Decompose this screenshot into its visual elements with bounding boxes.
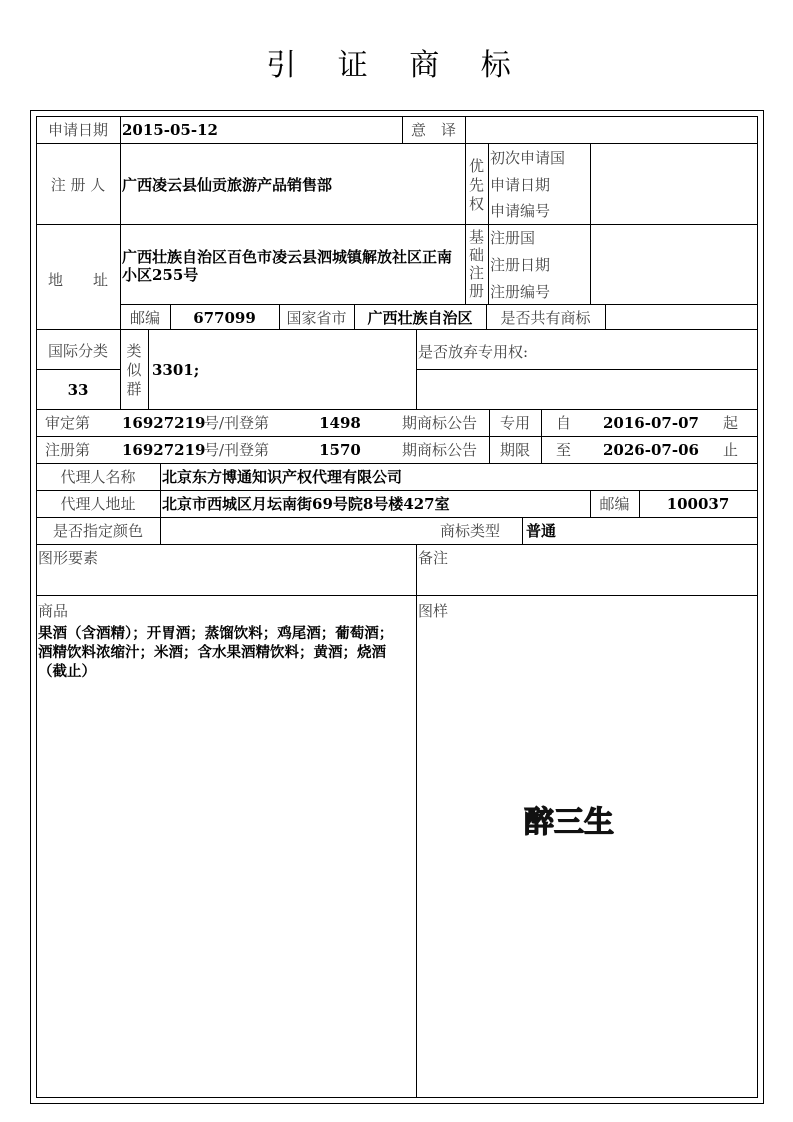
- examine-issue-value: 1498: [319, 414, 361, 432]
- basic-number-label: 注册编号: [490, 283, 551, 301]
- shared-mark-label: 是否共有商标: [500, 309, 591, 327]
- col-divider: [590, 144, 591, 305]
- postcode-label: 邮编: [129, 309, 160, 327]
- reg-no-value: 16927219: [122, 441, 206, 459]
- col-divider: [522, 518, 523, 545]
- row-divider: [36, 517, 757, 518]
- row-divider: [36, 544, 757, 545]
- basic-registration-label: 基 础 注 册: [468, 228, 484, 300]
- from-label: 自: [556, 414, 572, 432]
- reg-issue-value: 1570: [319, 441, 361, 459]
- agent-postcode-label: 邮编: [599, 495, 630, 513]
- postcode-value: 677099: [193, 309, 256, 327]
- col-divider: [541, 410, 542, 464]
- col-divider: [416, 330, 417, 410]
- goods-label: 商品: [38, 602, 69, 620]
- row-divider: [36, 490, 757, 491]
- province-value: 广西壮族自治区: [367, 309, 473, 327]
- registrant-value: 广西凌云县仙贡旅游产品销售部: [122, 176, 333, 194]
- figure-elements-label: 图形要素: [38, 549, 99, 567]
- row-divider: [36, 463, 757, 464]
- mark-type-value: 普通: [526, 522, 557, 540]
- examine-issue-label: 号/刊登第: [204, 414, 270, 432]
- col-divider: [160, 464, 161, 545]
- exclusive-end-value: 2026-07-06: [603, 441, 699, 459]
- row-divider: [36, 143, 757, 144]
- registrant-label: 注 册 人: [50, 176, 106, 194]
- meaning-label: 意 译: [410, 121, 456, 139]
- col-divider: [605, 304, 606, 330]
- trademark-text: 醉三生: [524, 805, 614, 840]
- color-label: 是否指定颜色: [52, 522, 143, 540]
- similar-group-label: 类 似 群: [126, 342, 142, 398]
- address-label: 地 址: [47, 271, 108, 289]
- agent-name-label: 代理人名称: [60, 468, 136, 486]
- col-divider: [488, 144, 489, 305]
- start-label: 起: [723, 414, 739, 432]
- end-label: 止: [723, 441, 739, 459]
- to-label: 至: [556, 441, 572, 459]
- examine-gazette-label: 期商标公告: [402, 414, 478, 432]
- col-divider: [416, 545, 417, 1098]
- row-divider: [36, 369, 121, 370]
- disclaim-label: 是否放弃专用权:: [418, 343, 529, 361]
- sample-label: 图样: [418, 602, 449, 620]
- row-divider: [416, 369, 757, 370]
- agent-name-value: 北京东方博通知识产权代理有限公司: [162, 468, 403, 486]
- col-divider: [148, 330, 149, 410]
- basic-date-label: 注册日期: [490, 256, 551, 274]
- agent-address-value: 北京市西城区月坛南街69号院8号楼427室: [162, 495, 450, 513]
- row-divider: [36, 595, 757, 596]
- col-divider: [120, 116, 121, 330]
- exclusive-start-value: 2016-07-07: [603, 414, 699, 432]
- priority-country-label: 初次申请国: [490, 149, 566, 167]
- reg-issue-label: 号/刊登第: [204, 441, 270, 459]
- intl-class-value: 33: [67, 381, 89, 399]
- priority-date-label: 申请日期: [490, 176, 551, 194]
- trademark-sample-svg: [522, 798, 626, 844]
- agent-address-label: 代理人地址: [60, 495, 136, 513]
- exclusive-label: 专用: [499, 414, 530, 432]
- province-label: 国家省市: [286, 309, 347, 327]
- page-title: 引 证 商 标: [266, 48, 527, 83]
- remarks-label: 备注: [418, 549, 449, 567]
- reg-gazette-label: 期商标公告: [402, 441, 478, 459]
- apply-date-value: 2015-05-12: [122, 121, 218, 139]
- priority-label: 优 先 权: [468, 157, 484, 213]
- intl-class-label: 国际分类: [47, 342, 108, 360]
- examine-no-value: 16927219: [122, 414, 206, 432]
- mark-type-label: 商标类型: [440, 522, 501, 540]
- row-divider: [36, 329, 757, 330]
- priority-number-label: 申请编号: [490, 202, 551, 220]
- similar-group-value: 3301;: [152, 361, 200, 379]
- reg-no-label: 注册第: [45, 441, 91, 459]
- agent-postcode-value: 100037: [666, 495, 730, 513]
- trademark-sample-image: [522, 798, 626, 844]
- row-divider: [36, 409, 757, 410]
- apply-date-label: 申请日期: [47, 121, 108, 139]
- row-divider: [36, 224, 757, 225]
- row-divider: [36, 436, 757, 437]
- address-value: 广西壮族自治区百色市凌云县泗城镇解放社区正南小区255号: [122, 248, 453, 284]
- period-label: 期限: [499, 441, 530, 459]
- row-divider: [120, 304, 757, 305]
- basic-country-label: 注册国: [490, 229, 536, 247]
- col-divider: [465, 116, 466, 144]
- goods-value: 果酒（含酒精）；开胃酒；蒸馏饮料；鸡尾酒；葡萄酒；酒精饮料浓缩汁；米酒；含水果酒精饮料；黄酒；烧酒（截止）: [38, 625, 394, 680]
- examine-no-label: 审定第: [45, 414, 91, 432]
